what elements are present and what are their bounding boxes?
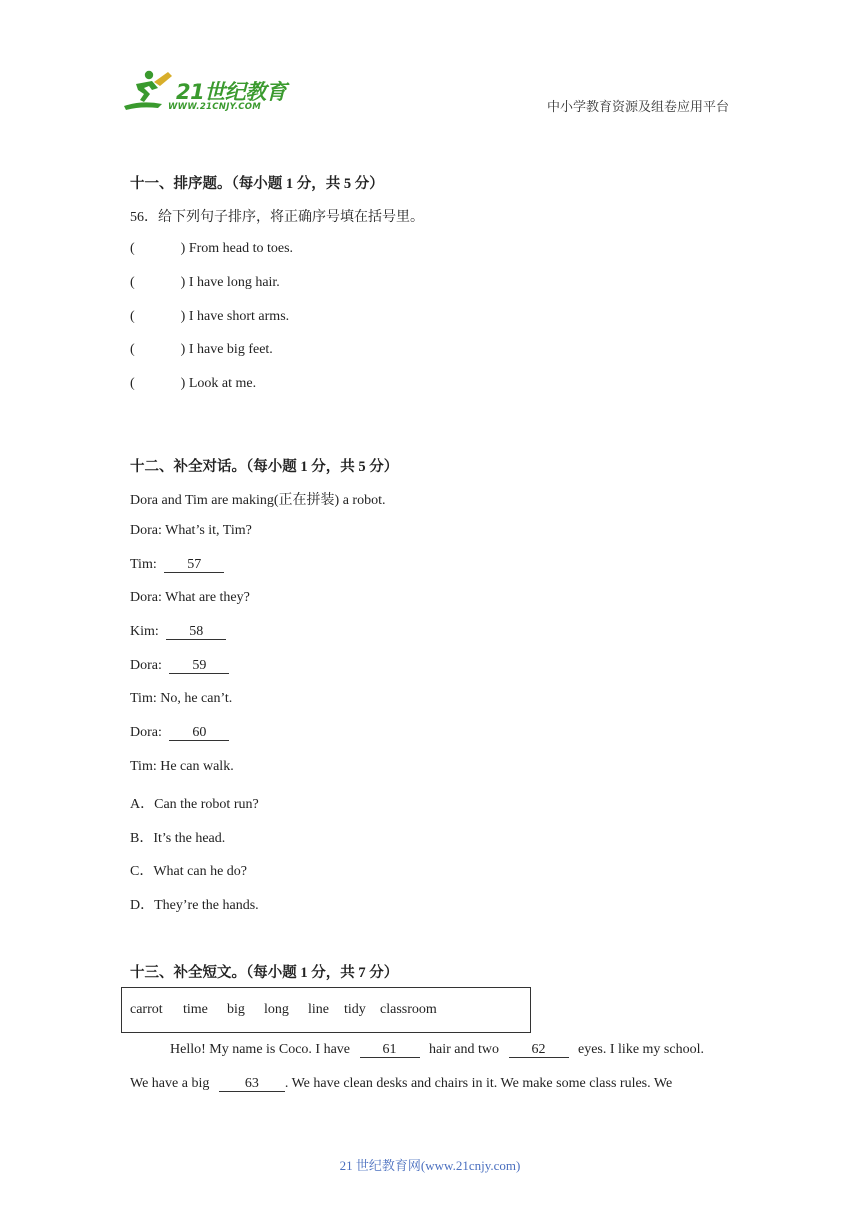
dialog-text: Dora:: [130, 658, 162, 673]
dialog-line: [130, 624, 226, 640]
blank-60[interactable]: 60: [169, 726, 229, 741]
blank-61[interactable]: 61: [360, 1043, 420, 1058]
ordering-item: [130, 309, 289, 325]
open-paren: (: [130, 376, 135, 391]
word-bank-item: classroom: [380, 1002, 437, 1017]
dialog-text: Dora:: [130, 725, 162, 740]
ordering-item: [130, 275, 280, 291]
item-text: ) From head to toes.: [180, 241, 294, 256]
open-paren: (: [130, 275, 135, 290]
passage-text: eyes. I like my school.: [578, 1042, 704, 1057]
page-footer[interactable]: 21 世纪教育网(www.21cnjy.com): [339, 1158, 521, 1173]
dialog-text: Dora: What’s it, Tim?: [130, 523, 252, 538]
word-bank-item: long: [264, 1002, 289, 1017]
dialog-line: [130, 557, 224, 573]
ordering-item: [130, 241, 293, 257]
option-b: B．It’s the head.: [130, 831, 226, 846]
page-header: [0, 0, 860, 130]
item-text: ) Look at me.: [180, 376, 257, 391]
passage-text: hair and two: [429, 1042, 499, 1057]
logo-url: WWW.21CNJY.COM: [168, 102, 262, 112]
dialog-text: Dora: What are they?: [130, 590, 250, 605]
passage-line-2: [130, 1076, 672, 1092]
dialog-text: Tim: He can walk.: [130, 759, 234, 774]
passage-line-1: [170, 1042, 704, 1058]
passage-text: We have a big: [130, 1076, 210, 1091]
item-text: ) I have big feet.: [180, 342, 273, 357]
logo-text: 21世纪教育: [176, 80, 287, 104]
word-bank-item: line: [308, 1002, 329, 1017]
dialog-text: Tim:: [130, 557, 157, 572]
platform-tagline: 中小学教育资源及组卷应用平台: [546, 99, 729, 114]
option-a: A．Can the robot run?: [130, 797, 259, 812]
dialog-line: [130, 759, 234, 775]
dialog-line: [130, 590, 250, 606]
blank-59[interactable]: 59: [169, 659, 229, 674]
word-bank: [121, 987, 531, 1033]
open-paren: (: [130, 309, 135, 324]
option-c: C．What can he do?: [130, 864, 248, 879]
open-paren: (: [130, 241, 135, 256]
dialog-text: Tim: No, he can’t.: [130, 691, 233, 706]
word-bank-item: big: [227, 1002, 245, 1017]
ordering-item: [130, 376, 256, 392]
word-bank-item: carrot: [130, 1002, 163, 1017]
word-bank-item: tidy: [344, 1002, 366, 1017]
blank-63[interactable]: 63: [219, 1077, 285, 1092]
question-56: 56．给下列句子排序，将正确序号填在括号里。: [130, 210, 424, 225]
site-logo[interactable]: [122, 66, 292, 118]
ordering-item: [130, 342, 273, 358]
word-bank-item: time: [183, 1002, 208, 1017]
blank-57[interactable]: 57: [164, 558, 224, 573]
dialog-line: [130, 523, 252, 539]
dialog-intro: Dora and Tim are making(正在拼装) a robot.: [130, 493, 386, 508]
dialog-line: [130, 691, 232, 707]
section-13-heading: 十三、补全短文。（每小题 1 分，共 7 分）: [130, 965, 399, 981]
dialog-line: [130, 658, 229, 674]
blank-62[interactable]: 62: [509, 1043, 569, 1058]
item-text: ) I have short arms.: [180, 309, 290, 324]
open-paren: (: [130, 342, 135, 357]
item-text: ) I have long hair.: [180, 275, 280, 290]
option-d: D．They’re the hands.: [130, 898, 259, 913]
section-12-heading: 十二、补全对话。（每小题 1 分，共 5 分）: [130, 459, 399, 475]
passage-text: Hello! My name is Coco. I have: [170, 1042, 351, 1057]
passage-text: . We have clean desks and chairs in it. We make some class rules. We: [284, 1076, 673, 1091]
section-11-heading: 十一、排序题。（每小题 1 分，共 5 分）: [130, 176, 384, 192]
blank-58[interactable]: 58: [166, 625, 226, 640]
dialog-line: [130, 725, 229, 741]
dialog-text: Kim:: [130, 624, 159, 639]
